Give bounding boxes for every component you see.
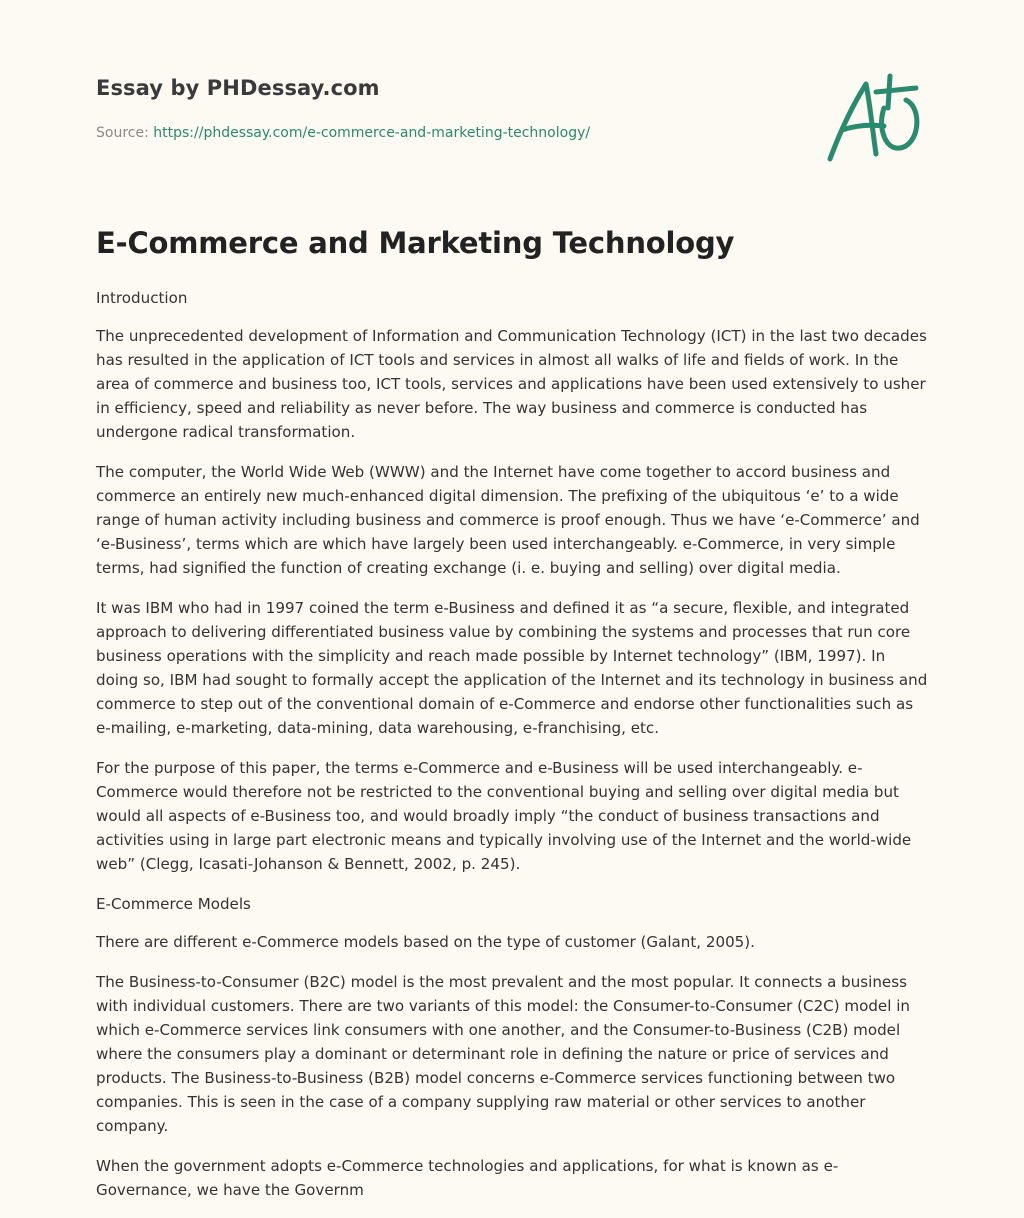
section-heading-models: E-Commerce Models [96, 895, 251, 913]
brand-title: Essay by PHDessay.com [96, 76, 380, 100]
article-title: E-Commerce and Marketing Technology [96, 226, 735, 260]
paragraph-6: The Business-to-Consumer (B2C) model is the most prevalent and the most popular. It connects a business with individual customers. There are two variants of this model: the Consumer-to-Consumer (C2C) model in which e-Commerce services link consumers with one another, and the Consumer-to-Business (C2B) model where the consumers play a dominant or determinant role in defining the nature or price of services and products. The Business-to-Business (B2B) model concerns e-Commerce services functioning between two companies. This is seen in the case of a company supplying raw material or other services to another company. [96, 973, 910, 1135]
section-heading-introduction: Introduction [96, 289, 188, 307]
paragraph-2: The computer, the World Wide Web (WWW) and the Internet have come together to accord business and commerce an entirely new much-enhanced digital dimension. The prefixing of the ubiquitous ‘e’ to a wide range of human activity including business and commerce is proof enough. Thus we have ‘e-Commerce’ and ‘e-Business’, terms which are which have largely been used interchangeably. e-Commerce, in very simple terms, had signified the function of creating exchange (i. e. buying and selling) over digital media. [96, 463, 920, 577]
header [96, 0, 932, 200]
page [96, 0, 932, 1199]
source-line [96, 125, 590, 141]
paragraph-1: The unprecedented development of Information and Communication Technology (ICT) in the last two decades has resulted in the application of ICT tools and services in almost all walks of life and fields of work. In the area of commerce and business too, ICT tools, services and applications have been used extensively to usher in efficiency, speed and reliability as never before. The way business and commerce is conducted has undergone radical transformation. [96, 327, 927, 441]
source-link[interactable]: https://phdessay.com/e-commerce-and-marketing-technology/ [153, 125, 591, 141]
paragraph-5: There are different e-Commerce models based on the type of customer (Galant, 2005). [96, 933, 755, 951]
paragraph-7: When the government adopts e-Commerce technologies and applications, for what is known as e-Governance, we have the Governm [96, 1157, 839, 1199]
paragraph-3: It was IBM who had in 1997 coined the term e-Business and defined it as “a secure, flexible, and integrated approach to delivering differentiated business value by combining the systems and processes that run core business operations with the simplicity and reach made possible by Internet technology” (IBM, 1997). In doing so, IBM had sought to formally accept the application of the Internet and its technology in business and commerce to step out of the conventional domain of e-Commerce and endorse other functionalities such as e-mailing, e-marketing, data-mining, data warehousing, e-franchising, etc. [96, 599, 928, 737]
paragraph-4: For the purpose of this paper, the terms e-Commerce and e-Business will be used interchangeably. e-Commerce would therefore not be restricted to the conventional buying and selling over digital media but would all aspects of e-Business too, and would broadly imply “the conduct of business transactions and activities using in large part electronic means and typically involving use of the Internet and the world-wide web” (Clegg, Icasati-Johanson & Bennett, 2002, p. 245). [96, 759, 912, 873]
source-label: Source: [96, 125, 149, 141]
a-plus-logo-icon [824, 70, 924, 165]
article-body [96, 286, 932, 1218]
